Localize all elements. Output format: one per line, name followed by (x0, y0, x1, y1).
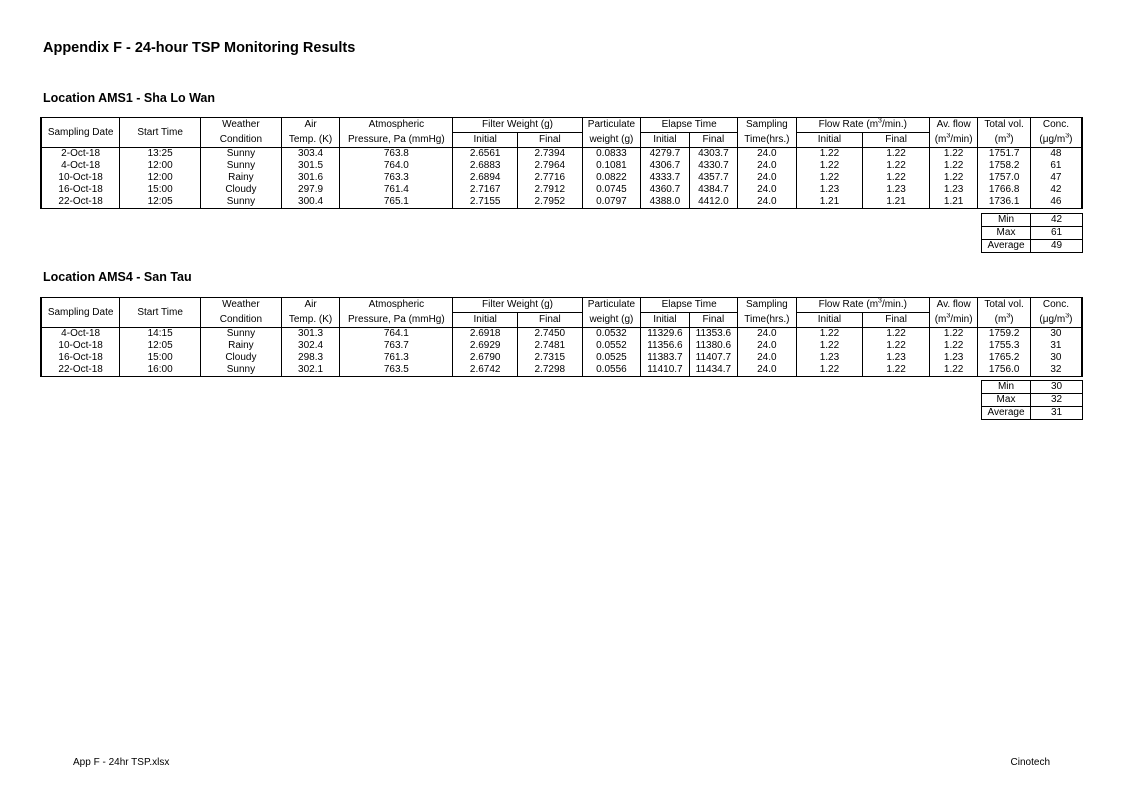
table-cell: 4388.0 (641, 196, 689, 209)
header-sampling-date: Sampling Date (41, 118, 120, 148)
header-sampling: Sampling (738, 118, 797, 133)
table-cell: 4333.7 (641, 172, 689, 184)
table-cell: 1.22 (929, 148, 977, 161)
table-cell: 48 (1030, 148, 1082, 161)
table-cell: 0.0797 (582, 196, 641, 209)
table-cell: 24.0 (738, 364, 797, 377)
table-cell: 4303.7 (689, 148, 737, 161)
table-row (41, 340, 1082, 352)
table-cell: 1.21 (929, 196, 977, 209)
table-cell: Sunny (201, 364, 282, 377)
footer-company: Cinotech (1010, 757, 1050, 768)
header-atmospheric: Atmospheric (340, 298, 453, 313)
table-cell: 1765.2 (978, 352, 1031, 364)
header-total-vol-unit: $(m^3)$ (978, 133, 1031, 148)
page-title: Appendix F - 24-hour TSP Monitoring Results (43, 40, 356, 56)
table-cell: 761.3 (340, 352, 453, 364)
table-cell: 2.6929 (453, 340, 518, 352)
table-cell: 2.7298 (518, 364, 583, 377)
table-cell: 1.22 (929, 172, 977, 184)
table-cell: 1.23 (863, 352, 930, 364)
table-cell: 11356.6 (641, 340, 689, 352)
header-particulate: Particulate (582, 118, 641, 133)
table-cell: 24.0 (738, 196, 797, 209)
stat-value-min: 30 (1031, 381, 1083, 394)
header-pressure: Pressure, Pa (mmHg) (340, 313, 453, 328)
table-cell: 12:05 (120, 340, 201, 352)
table-cell: 12:00 (120, 160, 201, 172)
table-cell: 1.22 (796, 160, 863, 172)
table-cell: 4279.7 (641, 148, 689, 161)
table-cell: 16-Oct-18 (41, 184, 120, 196)
table-cell: 763.3 (340, 172, 453, 184)
header-av-flow-unit: $(m^3/\min)$ (929, 133, 977, 148)
header-filter-final: Final (518, 313, 583, 328)
table-row (41, 328, 1082, 341)
table-cell: 14:15 (120, 328, 201, 341)
header-particulate-weight: weight (g) (582, 313, 641, 328)
table-cell: 2.7315 (518, 352, 583, 364)
table-cell: 4330.7 (689, 160, 737, 172)
table-cell: 2.6883 (453, 160, 518, 172)
table-body-ams1 (41, 148, 1082, 209)
table-cell: Sunny (201, 196, 282, 209)
table-cell: 1755.3 (978, 340, 1031, 352)
header-filter-weight: Filter Weight (g) (453, 118, 582, 133)
table-cell: 4-Oct-18 (41, 160, 120, 172)
header-weather: Weather (201, 298, 282, 313)
header-air: Air (281, 298, 340, 313)
table-row (41, 148, 1082, 161)
table-cell: 0.0532 (582, 328, 641, 341)
table-cell: 1.22 (796, 364, 863, 377)
table-cell: 1.22 (796, 340, 863, 352)
table-cell: 24.0 (738, 148, 797, 161)
table-cell: 303.4 (281, 148, 340, 161)
table-cell: 1.22 (863, 148, 930, 161)
table-cell: 0.0833 (582, 148, 641, 161)
table-cell: 24.0 (738, 352, 797, 364)
header-air-temp: Temp. (K) (281, 133, 340, 148)
table-row (41, 196, 1082, 209)
header-elapse-time: Elapse Time (641, 298, 738, 313)
table-cell: 1.22 (863, 364, 930, 377)
header-elapse-initial: Initial (641, 133, 689, 148)
table-cell: 15:00 (120, 352, 201, 364)
header-atmospheric: Atmospheric (340, 118, 453, 133)
table-cell: 31 (1030, 340, 1082, 352)
header-sampling: Sampling (738, 298, 797, 313)
table-cell: 1766.8 (978, 184, 1031, 196)
table-row (41, 172, 1082, 184)
table-cell: 765.1 (340, 196, 453, 209)
header-pressure: Pressure, Pa (mmHg) (340, 133, 453, 148)
table-cell: Rainy (201, 340, 282, 352)
table-cell: 1736.1 (978, 196, 1031, 209)
header-flow-rate: Flow Rate $(m^3/\min.)$ (796, 118, 929, 133)
table-cell: 1.22 (929, 364, 977, 377)
table-cell: 2.7964 (518, 160, 583, 172)
header-filter-initial: Initial (453, 133, 518, 148)
table-cell: 1.22 (929, 340, 977, 352)
header-sampling-date: Sampling Date (41, 298, 120, 328)
header-filter-weight: Filter Weight (g) (453, 298, 582, 313)
header-total-vol-unit: $(m^3)$ (978, 313, 1031, 328)
table-cell: 22-Oct-18 (41, 364, 120, 377)
table-cell: 24.0 (738, 340, 797, 352)
table-cell: 16-Oct-18 (41, 352, 120, 364)
table-cell: 15:00 (120, 184, 201, 196)
header-weather-condition: Condition (201, 313, 282, 328)
table-cell: 11353.6 (689, 328, 737, 341)
table-cell: 24.0 (738, 172, 797, 184)
table-cell: 1.21 (863, 196, 930, 209)
table-cell: 2.7450 (518, 328, 583, 341)
table-cell: Sunny (201, 328, 282, 341)
table-cell: 301.5 (281, 160, 340, 172)
table-cell: 1.22 (929, 160, 977, 172)
table-cell: 0.0822 (582, 172, 641, 184)
table-cell: 30 (1030, 352, 1082, 364)
stat-value-max: 32 (1031, 394, 1083, 407)
table-row (41, 160, 1082, 172)
stat-label-average: Average (982, 240, 1031, 253)
table-cell: 10-Oct-18 (41, 340, 120, 352)
header-particulate: Particulate (582, 298, 641, 313)
header-air-temp: Temp. (K) (281, 313, 340, 328)
table-cell: 1759.2 (978, 328, 1031, 341)
table-cell: 764.0 (340, 160, 453, 172)
header-particulate-weight: weight (g) (582, 133, 641, 148)
location-title-ams4: Location AMS4 - San Tau (43, 270, 192, 284)
table-cell: 0.0556 (582, 364, 641, 377)
table-cell: 1.23 (929, 352, 977, 364)
table-cell: 4306.7 (641, 160, 689, 172)
header-av-flow-unit: $(m^3/\min)$ (929, 313, 977, 328)
table-cell: 24.0 (738, 184, 797, 196)
header-av-flow: Av. flow (929, 118, 977, 133)
header-weather: Weather (201, 118, 282, 133)
stat-label-max: Max (982, 394, 1031, 407)
table-cell: Cloudy (201, 352, 282, 364)
table-cell: 2.6918 (453, 328, 518, 341)
stat-value-average: 49 (1031, 240, 1083, 253)
table-cell: 4384.7 (689, 184, 737, 196)
table-cell: Sunny (201, 160, 282, 172)
table-cell: 11383.7 (641, 352, 689, 364)
stat-value-average: 31 (1031, 407, 1083, 420)
table-cell: 11380.6 (689, 340, 737, 352)
table-cell: 2-Oct-18 (41, 148, 120, 161)
table-cell: 1751.7 (978, 148, 1031, 161)
table-cell: 61 (1030, 160, 1082, 172)
table-cell: 1.22 (863, 160, 930, 172)
table-cell: 1.23 (929, 184, 977, 196)
table-cell: Cloudy (201, 184, 282, 196)
table-cell: 24.0 (738, 328, 797, 341)
table-cell: Rainy (201, 172, 282, 184)
header-start-time: Start Time (120, 118, 201, 148)
table-cell: 761.4 (340, 184, 453, 196)
table-cell: 1758.2 (978, 160, 1031, 172)
table-cell: 2.7952 (518, 196, 583, 209)
table-cell: 0.0525 (582, 352, 641, 364)
stat-label-min: Min (982, 381, 1031, 394)
table-cell: 1.22 (863, 340, 930, 352)
results-table-ams1 (40, 117, 1083, 209)
header-start-time: Start Time (120, 298, 201, 328)
table-cell: 297.9 (281, 184, 340, 196)
table-cell: 1.22 (796, 148, 863, 161)
header-flow-final: Final (863, 313, 930, 328)
table-cell: 2.7716 (518, 172, 583, 184)
header-flow-initial: Initial (796, 133, 863, 148)
header-weather-condition: Condition (201, 133, 282, 148)
header-elapse-time: Elapse Time (641, 118, 738, 133)
stat-value-min: 42 (1031, 214, 1083, 227)
table-cell: 302.4 (281, 340, 340, 352)
results-table-ams4 (40, 297, 1083, 377)
header-flow-initial: Initial (796, 313, 863, 328)
table-cell: 1.23 (796, 352, 863, 364)
table-cell: 301.3 (281, 328, 340, 341)
table-cell: 1.22 (863, 328, 930, 341)
table-cell: 4357.7 (689, 172, 737, 184)
table-cell: 1.21 (796, 196, 863, 209)
table-row (41, 352, 1082, 364)
header-flow-final: Final (863, 133, 930, 148)
table-cell: 1.22 (929, 328, 977, 341)
table-cell: 2.6894 (453, 172, 518, 184)
table-row (41, 184, 1082, 196)
header-elapse-initial: Initial (641, 313, 689, 328)
table-cell: 1.22 (796, 172, 863, 184)
table-cell: 12:00 (120, 172, 201, 184)
table-cell: 300.4 (281, 196, 340, 209)
footer-filename: App F - 24hr TSP.xlsx (73, 757, 170, 768)
table-cell: 12:05 (120, 196, 201, 209)
table-cell: 2.7481 (518, 340, 583, 352)
table-cell: 11410.7 (641, 364, 689, 377)
table-cell: 11407.7 (689, 352, 737, 364)
header-conc: Conc. (1030, 298, 1082, 313)
table-body-ams4 (41, 328, 1082, 377)
table-cell: 0.0745 (582, 184, 641, 196)
stat-label-min: Min (982, 214, 1031, 227)
table-cell: 30 (1030, 328, 1082, 341)
table-cell: 46 (1030, 196, 1082, 209)
header-conc-unit: $(\mu g/m^3)$ (1030, 313, 1082, 328)
table-cell: 763.8 (340, 148, 453, 161)
table-cell: 47 (1030, 172, 1082, 184)
table-cell: 2.7155 (453, 196, 518, 209)
header-total-vol: Total vol. (978, 298, 1031, 313)
header-flow-rate: Flow Rate $(m^3/\min.)$ (796, 298, 929, 313)
table-cell: 763.5 (340, 364, 453, 377)
table-row (41, 364, 1082, 377)
table-cell: 32 (1030, 364, 1082, 377)
table-cell: 764.1 (340, 328, 453, 341)
table-cell: 24.0 (738, 160, 797, 172)
stats-table-ams4 (981, 380, 1083, 420)
table-cell: 4412.0 (689, 196, 737, 209)
header-sampling-time: Time(hrs.) (738, 133, 797, 148)
header-elapse-final: Final (689, 313, 737, 328)
table-cell: 2.6742 (453, 364, 518, 377)
table-cell: 1.22 (796, 328, 863, 341)
table-cell: 763.7 (340, 340, 453, 352)
table-cell: 2.6561 (453, 148, 518, 161)
table-cell: 13:25 (120, 148, 201, 161)
table-cell: 22-Oct-18 (41, 196, 120, 209)
header-filter-initial: Initial (453, 313, 518, 328)
table-cell: 1756.0 (978, 364, 1031, 377)
table-cell: 301.6 (281, 172, 340, 184)
table-cell: 11329.6 (641, 328, 689, 341)
table-cell: 0.0552 (582, 340, 641, 352)
table-cell: 11434.7 (689, 364, 737, 377)
header-conc-unit: $(\mu g/m^3)$ (1030, 133, 1082, 148)
header-conc: Conc. (1030, 118, 1082, 133)
location-title-ams1: Location AMS1 - Sha Lo Wan (43, 91, 215, 105)
table-cell: 16:00 (120, 364, 201, 377)
stat-value-max: 61 (1031, 227, 1083, 240)
table-cell: 1.22 (863, 172, 930, 184)
header-air: Air (281, 118, 340, 133)
table-cell: 1757.0 (978, 172, 1031, 184)
table-cell: 1.23 (863, 184, 930, 196)
table-cell: 298.3 (281, 352, 340, 364)
stat-label-max: Max (982, 227, 1031, 240)
table-cell: 2.7167 (453, 184, 518, 196)
stats-table-ams1 (981, 213, 1083, 253)
header-total-vol: Total vol. (978, 118, 1031, 133)
table-cell: 2.7394 (518, 148, 583, 161)
header-sampling-time: Time(hrs.) (738, 313, 797, 328)
table-cell: 2.6790 (453, 352, 518, 364)
header-av-flow: Av. flow (929, 298, 977, 313)
table-cell: 1.23 (796, 184, 863, 196)
header-elapse-final: Final (689, 133, 737, 148)
table-cell: Sunny (201, 148, 282, 161)
table-cell: 2.7912 (518, 184, 583, 196)
table-cell: 10-Oct-18 (41, 172, 120, 184)
table-cell: 4360.7 (641, 184, 689, 196)
table-cell: 42 (1030, 184, 1082, 196)
table-cell: 0.1081 (582, 160, 641, 172)
header-filter-final: Final (518, 133, 583, 148)
table-cell: 4-Oct-18 (41, 328, 120, 341)
table-cell: 302.1 (281, 364, 340, 377)
stat-label-average: Average (982, 407, 1031, 420)
